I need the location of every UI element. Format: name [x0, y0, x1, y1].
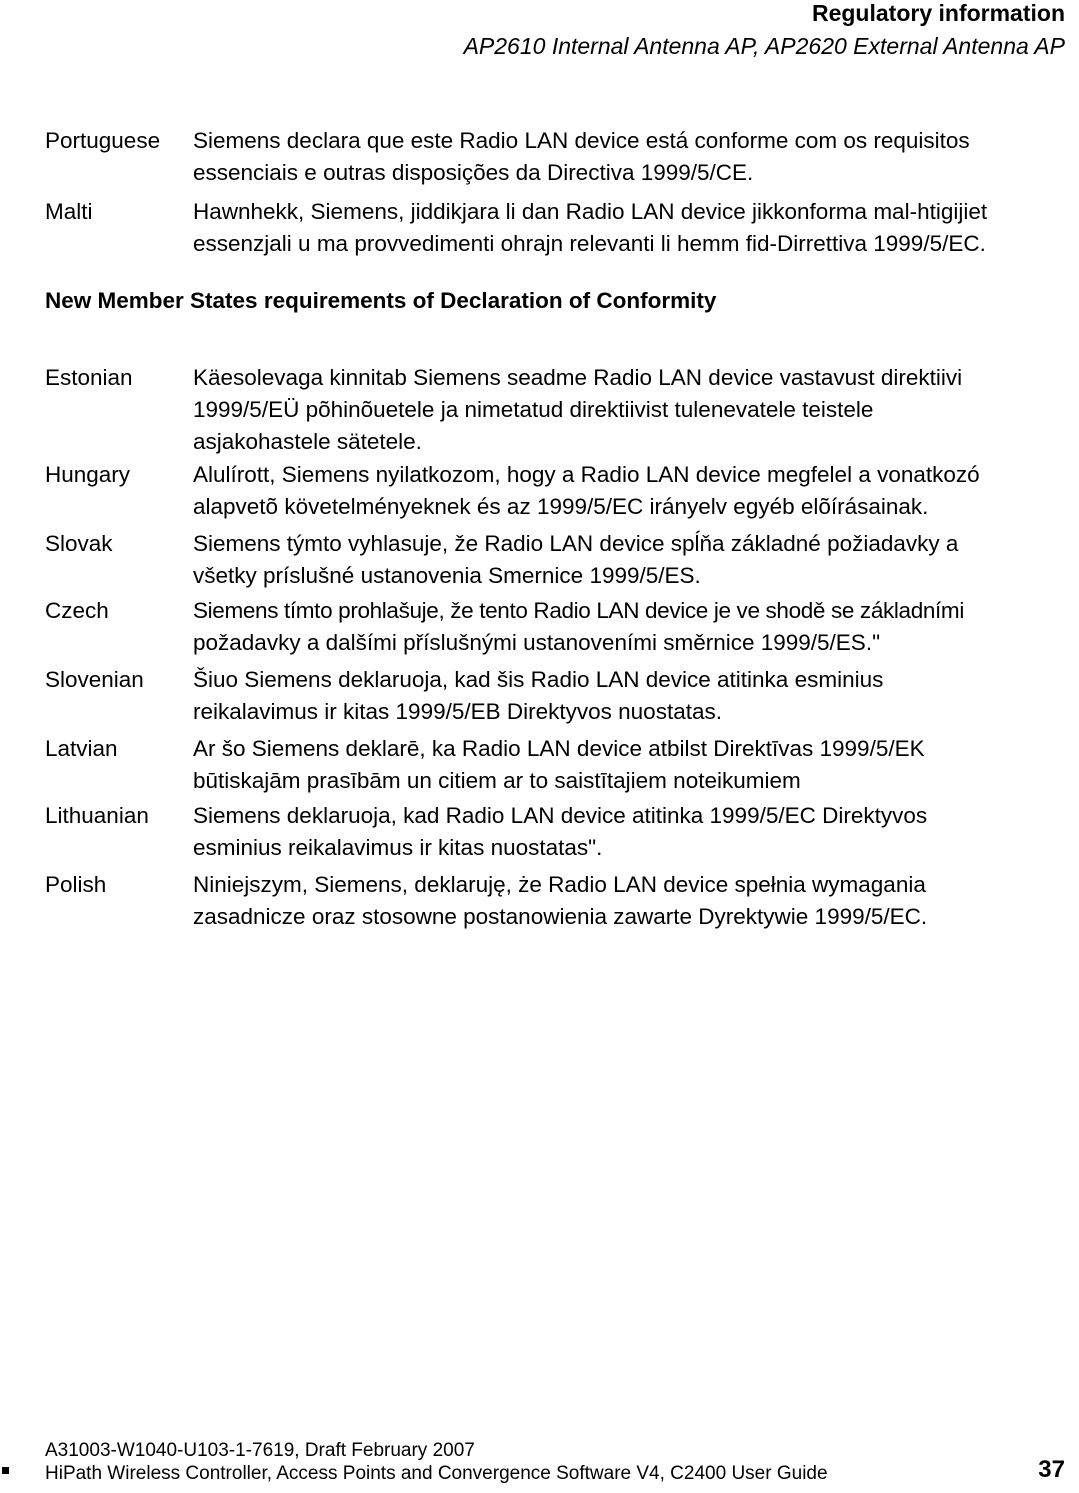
page-number: 37 [1038, 1456, 1065, 1483]
declaration-text [193, 528, 1073, 592]
declaration-text [193, 664, 1073, 728]
declaration-text [193, 869, 1073, 933]
text-line: reikalavimus ir kitas 1999/5/EB Direktyvos nuostatas. [193, 699, 722, 724]
section-heading: New Member States requirements of Declaration of Conformity [45, 288, 717, 313]
text-line: všetky príslušné ustanovenia Smernice 1999/5/ES. [193, 563, 701, 588]
declaration-text [193, 125, 1073, 189]
language-label: Latvian [45, 736, 118, 761]
declaration-text [193, 362, 1073, 458]
declaration-text [193, 800, 1073, 864]
declaration-text [193, 459, 1073, 523]
header-title: Regulatory information [811, 0, 1065, 26]
text-line: Hawnhekk, Siemens, jiddikjara li dan Radio LAN device jikkonforma mal-htigijiet [193, 199, 988, 224]
language-label: Lithuanian [45, 803, 149, 828]
language-label: Czech [45, 598, 109, 623]
text-line: zasadnicze oraz stosowne postanowienia zawarte Dyrektywie 1999/5/EC. [193, 904, 928, 929]
text-line: 1999/5/EÜ põhinõuetele ja nimetatud direktiivist tulenevatele teistele [193, 397, 874, 422]
text-line: alapvetõ követelményeknek és az 1999/5/EC irányelv egyéb elõírásainak. [193, 494, 929, 519]
text-line: Käesolevaga kinnitab Siemens seadme Radio LAN device vastavust direktiivi [193, 365, 963, 390]
text-line: asjakohastele sätetele. [193, 429, 422, 454]
text-line: būtiskajām prasībām un citiem ar to saistītajiem noteikumiem [193, 768, 801, 793]
declaration-text [193, 196, 1073, 260]
text-line: Niniejszym, Siemens, deklaruję, że Radio LAN device spełnia wymagania [193, 872, 926, 897]
footer-doc-id: A31003-W1040-U103-1-7619, Draft February 2007 [45, 1440, 475, 1461]
text-line: požadavky a dalšími příslušnými ustanoveními směrnice 1999/5/ES." [193, 630, 881, 655]
footer-guide-title: HiPath Wireless Controller, Access Points and Convergence Software V4, C2400 User Guide [45, 1463, 828, 1484]
language-label: Polish [45, 872, 107, 897]
language-label: Estonian [45, 365, 133, 390]
text-line: essenzjali u ma provvedimenti ohrajn relevanti li hemm fid-Dirrettiva 1999/5/EC. [193, 231, 986, 256]
text-line: Šiuo Siemens deklaruoja, kad šis Radio LAN device atitinka esminius [193, 667, 884, 692]
text-line: Ar šo Siemens deklarē, ka Radio LAN device atbilst Direktīvas 1999/5/EK [193, 736, 925, 761]
declaration-text [193, 595, 1073, 659]
footer-marker [2, 1467, 9, 1474]
text-line: esminius reikalavimus ir kitas nuostatas". [193, 835, 603, 860]
language-label: Slovenian [45, 667, 144, 692]
text-line: Siemens týmto vyhlasuje, že Radio LAN device spĺňa základné požiadavky a [193, 531, 959, 556]
text-line: Siemens deklaruoja, kad Radio LAN device atitinka 1999/5/EC Direktyvos [193, 803, 928, 828]
header-subtitle: AP2610 Internal Antenna AP, AP2620 External Antenna AP [463, 33, 1065, 59]
language-label: Slovak [45, 531, 113, 556]
text-line: Siemens declara que este Radio LAN device está conforme com os requisitos [193, 128, 970, 153]
text-line: essenciais e outras disposições da Directiva 1999/5/CE. [193, 160, 754, 185]
language-label: Malti [45, 199, 93, 224]
language-label: Hungary [45, 462, 131, 487]
text-line: Siemens tímto prohlašuje, že tento Radio LAN device je ve shodě se základními [193, 598, 964, 623]
text-line: Alulírott, Siemens nyilatkozom, hogy a Radio LAN device megfelel a vonatkozó [193, 462, 980, 487]
declaration-text [193, 733, 1073, 797]
language-label: Portuguese [45, 128, 161, 153]
